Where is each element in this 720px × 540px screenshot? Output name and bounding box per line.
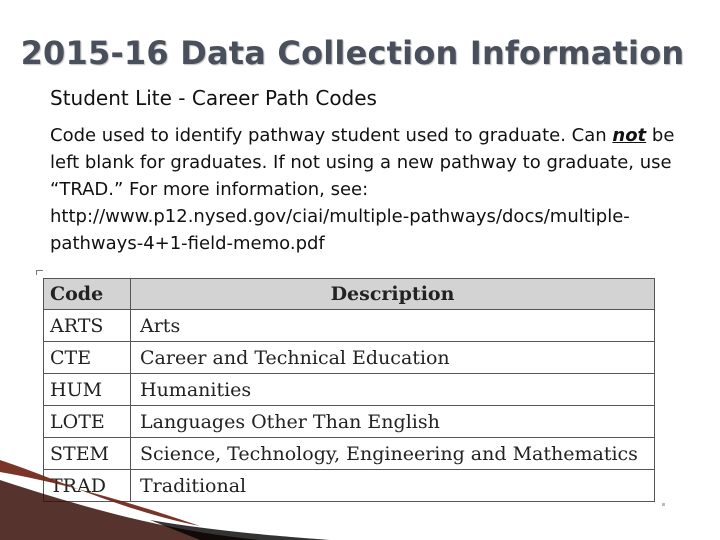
row-description: Arts [131,310,655,342]
slide-title: 2015-16 Data Collection Information [20,34,685,72]
header-description: Description [131,279,655,310]
table-header-row [44,279,655,310]
table-row [44,342,655,374]
header-code: Code [44,279,131,310]
row-code: ARTS [44,310,131,342]
row-description: Science, Technology, Engineering and Mathematics [131,438,655,470]
row-code: CTE [44,342,131,374]
body-emphasis: not [612,125,647,146]
decorative-swoosh [0,440,720,540]
row-code: TRAD [44,470,131,502]
row-description: Career and Technical Education [131,342,655,374]
table-row [44,406,655,438]
row-code: STEM [44,438,131,470]
row-description: Humanities [131,374,655,406]
body-text-part1: Code used to identify pathway student used to graduate. Can [50,125,613,146]
row-code: LOTE [44,406,131,438]
table-row [44,374,655,406]
row-description: Languages Other Than English [131,406,655,438]
body-url: http://www.p12.nysed.gov/ciai/multiple-pathways/docs/multiple-pathways-4+1-field-memo.pdf [50,206,630,254]
slide-body [50,122,690,257]
row-description: Traditional [131,470,655,502]
slide-subtitle: Student Lite - Career Path Codes [50,86,377,110]
row-code: HUM [44,374,131,406]
body-text-part2: be left blank for graduates. If not using a new pathway to graduate, use “TRAD.” For more information, see: [50,125,675,200]
table-row [44,310,655,342]
